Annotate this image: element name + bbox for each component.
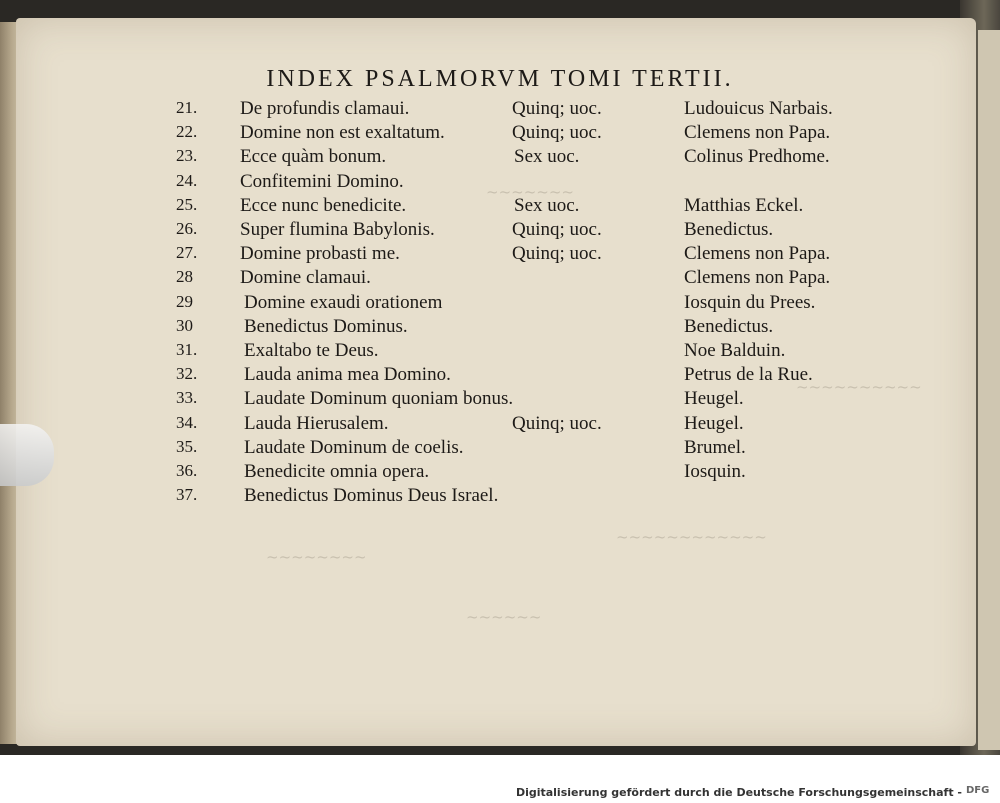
psalm-title: Domine clamaui. <box>240 267 371 288</box>
entry-number: 22. <box>176 122 198 141</box>
entry-number: 26. <box>176 219 198 238</box>
book-page <box>16 18 976 746</box>
entry-number: 32. <box>176 364 198 383</box>
composer-name: Heugel. <box>684 388 744 409</box>
psalm-title: Lauda anima mea Domino. <box>244 364 451 385</box>
voice-count: Quinq; uoc. <box>512 413 602 434</box>
entry-number: 24. <box>176 171 198 190</box>
funding-notice: Digitalisierung gefördert durch die Deutsche Forschungsgemeinschaft - <box>515 786 962 799</box>
bleed-through: ~~~~~~~~ <box>266 548 367 566</box>
composer-name: Clemens non Papa. <box>684 267 831 288</box>
psalm-title: Exaltabo te Deus. <box>244 340 379 361</box>
psalm-title: Laudate Dominum de coelis. <box>244 437 464 458</box>
psalm-title: Laudate Dominum quoniam bonus. <box>244 388 514 409</box>
index-heading: INDEX PSALMORVM TOMI TERTII. <box>266 66 734 92</box>
entry-number: 29 <box>176 292 193 311</box>
psalm-title: Ecce quàm bonum. <box>240 146 387 167</box>
voice-count: Quinq; uoc. <box>512 219 602 240</box>
composer-name: Iosquin. <box>684 461 746 482</box>
composer-name: Clemens non Papa. <box>684 122 831 143</box>
entry-number: 35. <box>176 437 198 456</box>
composer-name: Iosquin du Prees. <box>684 292 816 313</box>
voice-count: Quinq; uoc. <box>512 122 602 143</box>
composer-name: Benedictus. <box>684 316 774 337</box>
composer-name: Petrus de la Rue. <box>684 364 813 385</box>
psalm-title: Benedictus Dominus Deus Israel. <box>244 485 499 506</box>
voice-count: Sex uoc. <box>514 146 580 167</box>
entry-number: 21. <box>176 98 198 117</box>
composer-name: Heugel. <box>684 413 744 434</box>
entry-number: 25. <box>176 195 198 214</box>
composer-name: Colinus Predhome. <box>684 146 830 167</box>
entry-number: 23. <box>176 146 198 165</box>
bleed-through: ~~~~~~~ <box>486 183 574 201</box>
composer-name: Clemens non Papa. <box>684 243 831 264</box>
entry-number: 37. <box>176 485 198 504</box>
bleed-through: ~~~~~~ <box>466 608 542 626</box>
psalm-title: Domine exaudi orationem <box>244 292 443 313</box>
bleed-through: ~~~~~~~~~~ <box>796 378 922 396</box>
composer-name: Noe Balduin. <box>684 340 786 361</box>
entry-number: 31. <box>176 340 198 359</box>
voice-count: Quinq; uoc. <box>512 98 602 119</box>
entry-number: 28 <box>176 267 193 286</box>
psalm-title: Domine probasti me. <box>240 243 400 264</box>
composer-name: Ludouicus Narbais. <box>684 98 833 119</box>
entry-number: 34. <box>176 413 198 432</box>
page-clip <box>0 424 54 486</box>
voice-count: Quinq; uoc. <box>512 243 602 264</box>
psalm-title: Ecce nunc benedicite. <box>240 195 407 216</box>
entry-number: 27. <box>176 243 198 262</box>
psalm-title: Benedicite omnia opera. <box>244 461 430 482</box>
composer-name: Matthias Eckel. <box>684 195 804 216</box>
facing-page-edge <box>978 30 1000 750</box>
bleed-through: ~~~~~~~~~~~~ <box>616 528 767 546</box>
psalm-title: Super flumina Babylonis. <box>240 219 435 240</box>
psalm-title: Domine non est exaltatum. <box>240 122 445 143</box>
entry-number: 30 <box>176 316 193 335</box>
psalm-title: De profundis clamaui. <box>240 98 410 119</box>
voice-count: Sex uoc. <box>514 195 580 216</box>
footer-bar <box>0 755 1000 803</box>
psalm-title: Lauda Hierusalem. <box>244 413 389 434</box>
entry-number: 36. <box>176 461 198 480</box>
dfg-logo: DFG <box>966 785 990 796</box>
entry-number: 33. <box>176 388 198 407</box>
composer-name: Benedictus. <box>684 219 774 240</box>
psalm-title: Benedictus Dominus. <box>244 316 408 337</box>
composer-name: Brumel. <box>684 437 746 458</box>
psalm-title: Confitemini Domino. <box>240 171 404 192</box>
